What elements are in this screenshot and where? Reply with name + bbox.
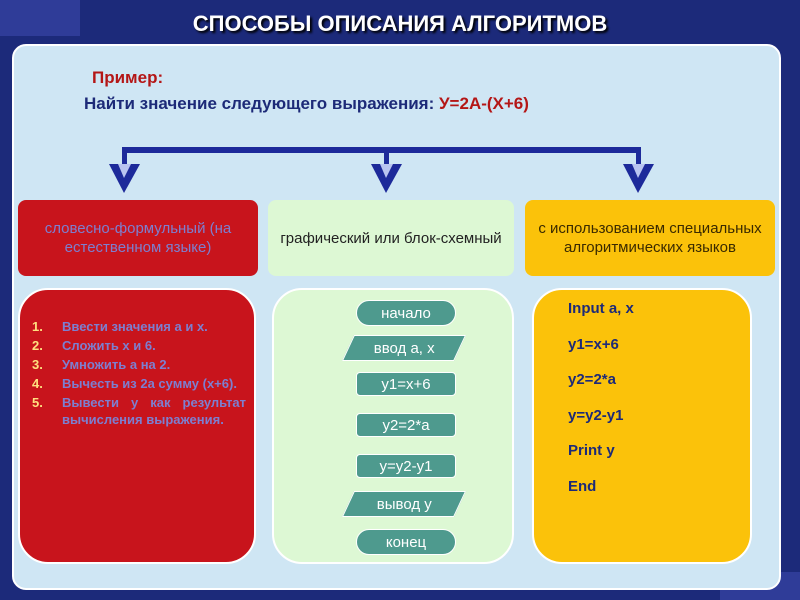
list-item: 5. Вывести у как результат вычисления выражения. [32, 395, 246, 427]
method-verbal-label: словесно-формульный (на естественном языке) [44, 220, 232, 256]
verbal-steps-list [32, 318, 246, 430]
method-language-label: с использованием специальных алгоритмических языков [538, 220, 762, 256]
list-item: 1. Ввести значения а и х. [32, 319, 208, 334]
connector-drop-center [384, 147, 389, 165]
flowchart-step-3: y=y2-y1 [356, 454, 456, 478]
flowchart-step-1: y1=x+6 [356, 372, 456, 396]
task-text: Найти значение следующего выражения: [84, 94, 439, 113]
list-item: 4. Вычесть из 2а сумму (х+6). [32, 376, 237, 391]
code-line: y2=2*a [568, 371, 616, 388]
method-verbal-box [18, 200, 258, 276]
connector-bar [122, 147, 640, 153]
method-language-box [525, 200, 775, 276]
connector-drop-left [122, 147, 127, 165]
method-graphical-label: графический или блок-схемный [280, 229, 502, 247]
flowchart-output: вывод у [342, 491, 466, 517]
connector-drop-right [636, 147, 641, 165]
task-expression: У=2А-(Х+6) [438, 94, 529, 113]
example-label: Пример: [92, 68, 164, 87]
code-listing [568, 300, 634, 513]
flowchart-start: начало [356, 300, 456, 326]
flowchart-input: ввод а, х [342, 335, 466, 361]
flowchart-step-2: y2=2*a [356, 413, 456, 437]
code-line: End [568, 477, 597, 495]
code-line: y=y2-y1 [568, 406, 624, 424]
code-line: y1=x+6 [568, 335, 619, 353]
code-line: Print y [568, 442, 615, 459]
list-item: 3. Умножить а на 2. [32, 357, 171, 372]
page-title: СПОСОБЫ ОПИСАНИЯ АЛГОРИТМОВ [192, 11, 608, 36]
code-panel [532, 288, 752, 564]
method-graphical-box [268, 200, 514, 276]
code-line: Input a, x [568, 300, 634, 317]
flowchart-end: конец [356, 529, 456, 555]
list-item: 2. Сложить х и 6. [32, 338, 156, 353]
